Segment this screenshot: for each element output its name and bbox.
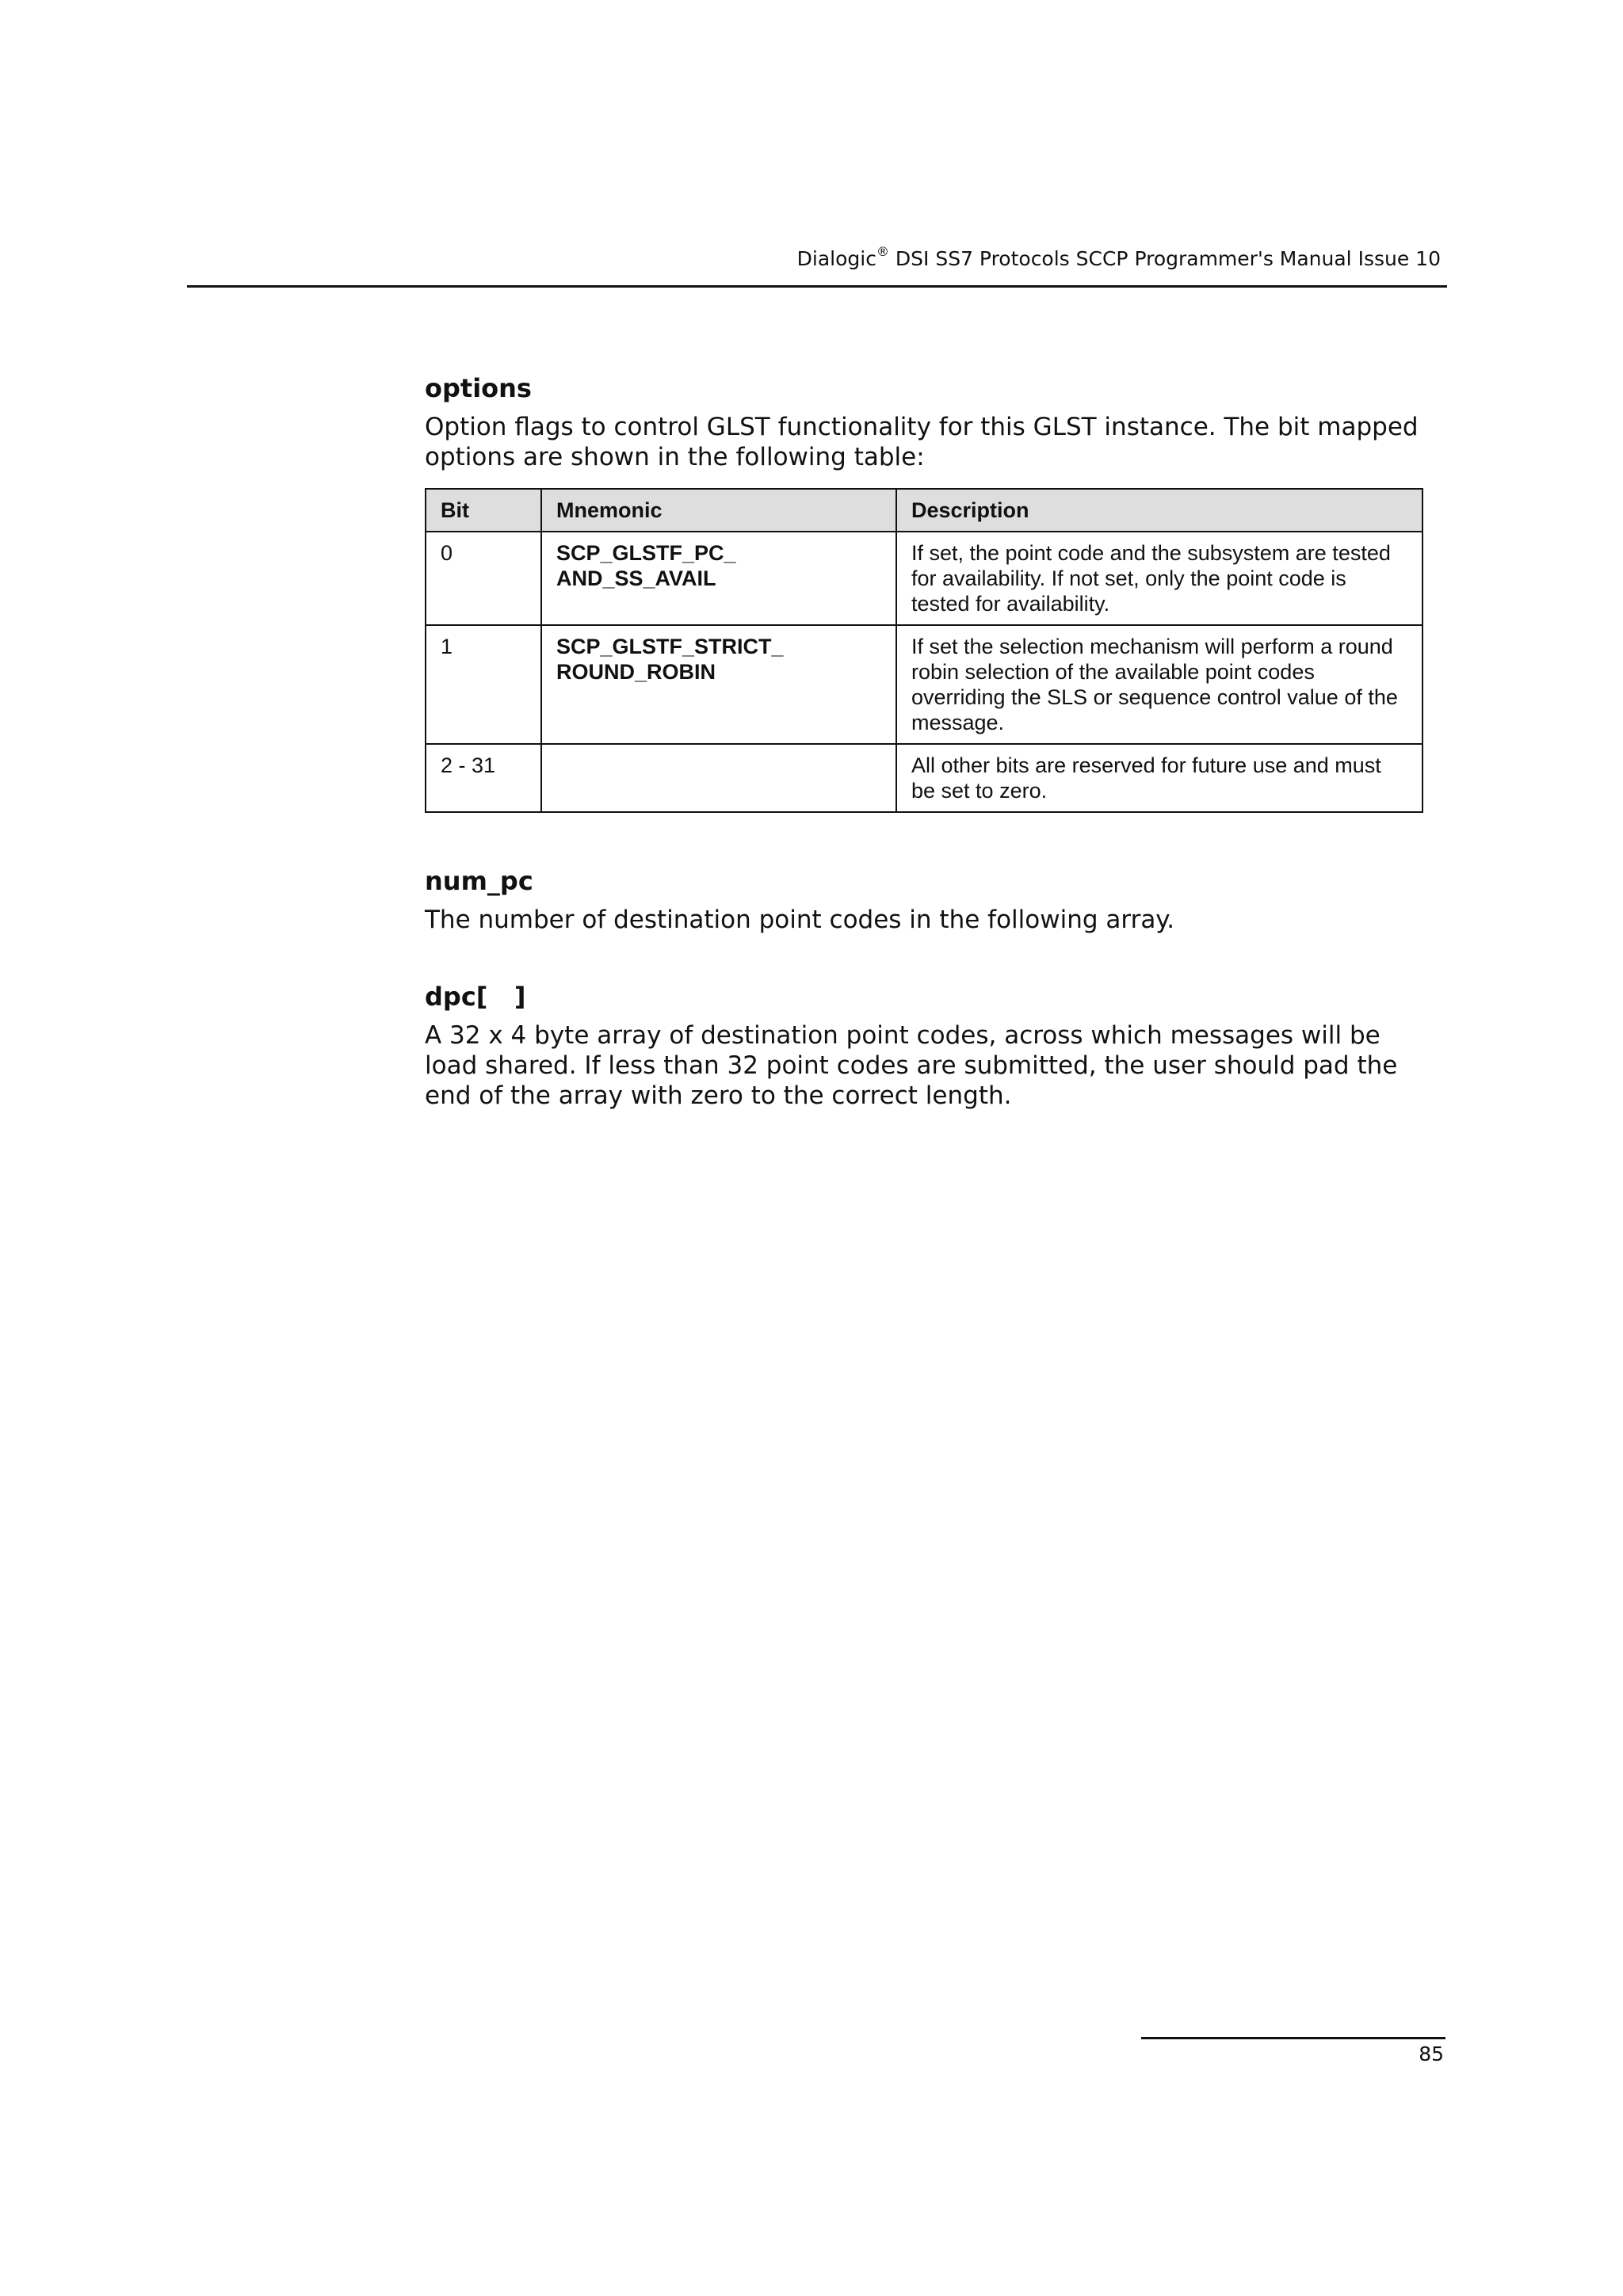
table-row bbox=[426, 744, 1423, 812]
cell-description: If set the selection mechanism will perform a round robin selection of the available point codes overriding the SLS or sequence control value of the message. bbox=[896, 625, 1423, 744]
column-header-description: Description bbox=[896, 489, 1423, 532]
document-title-rest: DSI SS7 Protocols SCCP Programmer's Manual Issue 10 bbox=[888, 247, 1441, 270]
options-section bbox=[425, 372, 1439, 813]
cell-description: All other bits are reserved for future use and must be set to zero. bbox=[896, 744, 1423, 812]
cell-bit: 0 bbox=[426, 532, 541, 625]
cell-mnemonic bbox=[541, 625, 896, 744]
cell-description: If set, the point code and the subsystem are tested for availability. If not set, only the point code is tested for availability. bbox=[896, 532, 1423, 625]
document-title bbox=[796, 244, 1441, 270]
mnemonic-line: ROUND_ROBIN bbox=[556, 660, 716, 684]
table-row bbox=[426, 625, 1423, 744]
column-header-bit: Bit bbox=[426, 489, 541, 532]
cell-bit: 1 bbox=[426, 625, 541, 744]
dpc-heading: dpc[ ] bbox=[425, 982, 526, 1012]
registered-mark: ® bbox=[876, 244, 889, 259]
table-header-row bbox=[426, 489, 1423, 532]
options-description: Option flags to control GLST functionality for this GLST instance. The bit mapped options are shown in the following table: bbox=[425, 413, 1419, 471]
mnemonic-line: SCP_GLSTF_PC_ bbox=[556, 541, 736, 565]
mnemonic-line: SCP_GLSTF_STRICT_ bbox=[556, 635, 784, 658]
options-heading: options bbox=[425, 373, 532, 403]
options-table bbox=[425, 488, 1423, 813]
num-pc-section bbox=[425, 865, 1439, 935]
dpc-description: A 32 x 4 byte array of destination point codes, across which messages will be load shared. If less than 32 point codes are submitted, the user should pad the end of the array with zero to the correct length. bbox=[425, 1021, 1398, 1110]
cell-mnemonic bbox=[541, 744, 896, 812]
brand-name: Dialogic bbox=[796, 247, 876, 270]
column-header-mnemonic: Mnemonic bbox=[541, 489, 896, 532]
page-number: 85 bbox=[1419, 2042, 1444, 2065]
cell-mnemonic bbox=[541, 532, 896, 625]
num-pc-description: The number of destination point codes in the following array. bbox=[425, 906, 1175, 934]
table-row bbox=[426, 532, 1423, 625]
mnemonic-line: AND_SS_AVAIL bbox=[556, 566, 716, 590]
cell-bit: 2 - 31 bbox=[426, 744, 541, 812]
page-header bbox=[187, 242, 1447, 288]
num-pc-heading: num_pc bbox=[425, 866, 533, 896]
dpc-section bbox=[425, 981, 1439, 1111]
footer-rule bbox=[1141, 2037, 1445, 2039]
